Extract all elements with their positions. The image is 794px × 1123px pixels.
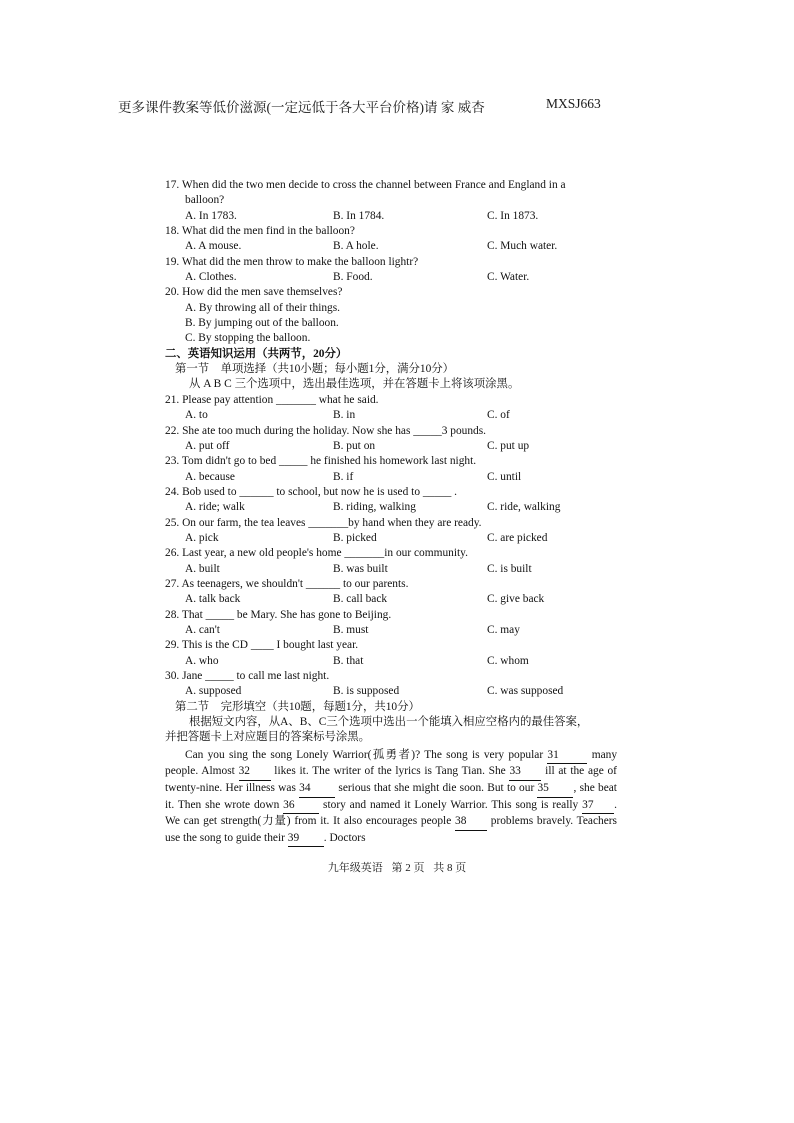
options-row <box>165 270 617 285</box>
option-a: A. talk back <box>185 593 241 606</box>
question-stem: 23. Tom didn't go to bed _____ he finished his homework last night. <box>165 455 477 468</box>
options-row <box>165 209 617 224</box>
blank-37: 37 <box>582 798 614 815</box>
option-b: B. was built <box>333 562 388 575</box>
watermark-text: 更多课件教案等低价滋源(一定远低于各大平台价格)请 家 威杏 <box>118 100 485 115</box>
blank-31: 31 <box>547 748 587 765</box>
option-c: C. is built <box>487 562 532 575</box>
question-27 <box>165 577 617 608</box>
part1-instructions: 从 A B C 三个选项中，选出最佳选项，并在答题卡上将该项涂黑。 <box>189 378 520 391</box>
options-row <box>165 470 617 485</box>
passage-text: ill at the age of twenty-nine. Her illness was <box>165 765 617 794</box>
question-17 <box>165 178 617 224</box>
question-stem: 27. As teenagers, we shouldn't ______ to our parents. <box>165 577 409 590</box>
footer-subject: 九年级英语 <box>327 862 383 874</box>
question-stem: 22. She ate too much during the holiday. Now she has _____3 pounds. <box>165 424 487 437</box>
option-a: A. built <box>185 562 220 575</box>
footer-total: 共 8 页 <box>433 862 467 874</box>
options-row <box>165 239 617 254</box>
blank-35: 35 <box>537 781 573 798</box>
passage-text: story and named it Lonely Warrior. This song is really <box>323 798 579 811</box>
option-b: B. if <box>333 470 354 483</box>
footer-page: 第 2 页 <box>391 862 425 874</box>
exam-content <box>165 178 617 847</box>
question-stem-cont: balloon? <box>185 194 225 207</box>
option-c: C. Water. <box>487 271 530 284</box>
options-row <box>165 439 617 454</box>
passage-text: many people. Almost <box>165 748 618 778</box>
watermark-code: MXSJ663 <box>546 96 601 111</box>
option-a: A. put off <box>185 439 230 452</box>
option-a: A. pick <box>185 531 219 544</box>
blank-32: 32 <box>239 764 271 781</box>
options-row <box>165 408 617 423</box>
option-b: B. put on <box>333 439 376 452</box>
question-28 <box>165 608 617 639</box>
option-b: B. Food. <box>333 271 373 284</box>
option-a: A. ride; walk <box>185 501 245 514</box>
options-row <box>165 562 617 577</box>
option-b: B. riding, walking <box>333 501 416 514</box>
option-c: C. may <box>487 623 520 636</box>
option-b: B. that <box>333 654 364 667</box>
question-29 <box>165 638 617 669</box>
cloze-passage <box>165 748 617 848</box>
question-18 <box>165 224 617 255</box>
question-20 <box>165 285 617 346</box>
option-c: C. In 1873. <box>487 209 539 222</box>
question-26 <box>165 546 617 577</box>
passage-text: likes it. The writer of the lyrics is Tang Tian. She <box>274 765 506 778</box>
question-stem: 25. On our farm, the tea leaves _______by hand when they are ready. <box>165 516 482 529</box>
option-c: C. Much water. <box>487 240 558 253</box>
part1-title: 第一节 单项选择（共10小题；每小题1分，满分10分） <box>175 363 455 376</box>
option-b: B. In 1784. <box>333 209 385 222</box>
options-row <box>165 531 617 546</box>
part2-title: 第二节 完形填空（共10题，每题1分，共10分） <box>175 700 420 713</box>
passage-text: . We can get strength(力量) from it. It also encourages people <box>165 798 617 828</box>
option-a: A. A mouse. <box>185 240 242 253</box>
option-c: C. until <box>487 470 522 483</box>
blank-39: 39 <box>288 831 324 848</box>
passage-text: serious that she might die soon. But to our <box>338 781 535 794</box>
option-c: C. whom <box>487 654 529 667</box>
option-b: B. By jumping out of the balloon. <box>185 317 339 330</box>
section-title: 二、英语知识运用（共两节，20分） <box>165 347 348 360</box>
question-stem: 19. What did the men throw to make the balloon lightr? <box>165 255 419 268</box>
option-b: B. in <box>333 409 356 422</box>
question-stem: 30. Jane _____ to call me last night. <box>165 670 330 682</box>
options-row <box>165 623 617 638</box>
option-a: A. supposed <box>185 685 242 698</box>
question-24 <box>165 485 617 516</box>
option-a: A. who <box>185 654 219 667</box>
question-30 <box>165 669 617 700</box>
passage-text: . Doctors <box>323 831 366 844</box>
option-b: B. A hole. <box>333 240 379 253</box>
question-23 <box>165 454 617 485</box>
question-stem: 17. When did the two men decide to cross the channel between France and England in a <box>165 179 566 191</box>
question-stem: 20. How did the men save themselves? <box>165 286 343 299</box>
question-stem: 21. Please pay attention _______ what he said. <box>165 393 379 406</box>
option-b: B. picked <box>333 531 377 544</box>
option-b: B. must <box>333 623 369 636</box>
option-c: C. was supposed <box>487 685 564 698</box>
option-a: A. By throwing all of their things. <box>185 301 341 314</box>
blank-38: 38 <box>455 814 487 831</box>
blank-34: 34 <box>299 781 335 798</box>
option-c: C. ride, walking <box>487 501 561 514</box>
question-stem: 29. This is the CD ____ I bought last year. <box>165 639 359 652</box>
question-stem: 18. What did the men find in the balloon? <box>165 225 355 238</box>
page-footer <box>0 859 794 875</box>
option-c: C. of <box>487 409 510 422</box>
blank-36: 36 <box>283 798 319 815</box>
options-row <box>165 684 617 699</box>
passage-text: , she beat it. Then she wrote down <box>165 781 617 811</box>
options-row <box>165 500 617 515</box>
option-b: B. call back <box>333 593 388 606</box>
part2-instructions-line2: 并把答题卡上对应题目的答案标号涂黑。 <box>165 731 371 744</box>
options-row <box>165 592 617 607</box>
option-a: A. because <box>185 470 235 483</box>
passage-text: problems bravely. Teachers use the song to guide their <box>165 815 617 844</box>
blank-33: 33 <box>509 764 541 781</box>
option-a: A. to <box>185 409 208 422</box>
question-21 <box>165 393 617 424</box>
question-25 <box>165 516 617 547</box>
part2-instructions-line1: 根据短文内容，从A、B、C三个选项中选出一个能填入相应空格内的最佳答案， <box>189 716 589 729</box>
question-22 <box>165 424 617 455</box>
question-stem: 24. Bob used to ______ to school, but now he is used to _____ . <box>165 485 458 498</box>
options-row <box>165 654 617 669</box>
question-stem: 28. That _____ be Mary. She has gone to Beijing. <box>165 608 392 621</box>
passage-text: Can you sing the song Lonely Warrior(孤勇者)? The song is very popular <box>185 748 544 761</box>
question-19 <box>165 255 617 286</box>
question-stem: 26. Last year, a new old people's home _______in our community. <box>165 547 468 560</box>
option-a: A. Clothes. <box>185 271 237 284</box>
option-b: B. is supposed <box>333 685 400 698</box>
option-c: C. give back <box>487 593 545 606</box>
option-c: C. are picked <box>487 531 548 544</box>
option-c: C. put up <box>487 439 530 452</box>
option-a: A. can't <box>185 623 220 636</box>
option-a: A. In 1783. <box>185 209 237 222</box>
option-c: C. By stopping the balloon. <box>185 332 311 345</box>
